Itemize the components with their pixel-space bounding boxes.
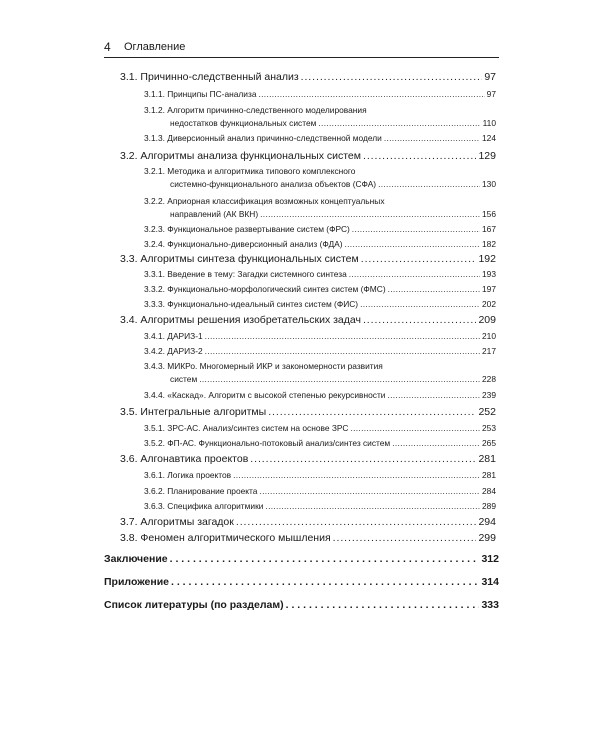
toc-entry-page: 294 xyxy=(478,516,496,528)
toc-entry-title: 3.1.3. Диверсионный анализ причинно-следственной модели xyxy=(144,133,382,143)
toc-leader-dots xyxy=(392,437,480,450)
toc-entry-page: 210 xyxy=(482,331,496,341)
page-number: 4 xyxy=(104,40,111,54)
toc-entry-title-first-line: 3.1.2. Алгоритм причинно-следственного моделирования xyxy=(144,105,367,115)
toc-entry[interactable] xyxy=(144,422,496,435)
toc-leader-dots xyxy=(205,345,480,358)
toc-entry-title: 3.3.2. Функционально-морфологический синтез систем (ФМС) xyxy=(144,284,386,294)
toc-entry-page: 192 xyxy=(478,253,496,265)
toc-leader-dots xyxy=(205,330,480,343)
toc-entry[interactable] xyxy=(144,389,496,402)
toc-entry-title: 3.8. Феномен алгоритмического мышления xyxy=(120,532,331,544)
toc-entry-page: 130 xyxy=(482,179,496,189)
toc-entry-page: 182 xyxy=(482,239,496,249)
toc-leader-dots xyxy=(286,598,480,612)
toc-entry-title: 3.6.1. Логика проектов xyxy=(144,470,232,480)
toc-entry-page: 265 xyxy=(482,438,496,448)
toc-entry[interactable] xyxy=(120,149,496,163)
toc-entry-page: 202 xyxy=(482,299,496,309)
toc-entry-page: 110 xyxy=(482,118,496,128)
toc-leader-dots xyxy=(352,223,480,236)
toc-entry-page: 193 xyxy=(482,269,496,279)
toc-entry-title: 3.4. Алгоритмы решения изобретательских задач xyxy=(120,314,361,326)
toc-entry[interactable] xyxy=(144,485,496,498)
toc-entry[interactable] xyxy=(104,552,499,566)
toc-entry-page: 129 xyxy=(478,150,496,162)
toc-entry[interactable] xyxy=(120,515,496,529)
toc-entry-title: 3.4.1. ДАРИЗ-1 xyxy=(144,331,203,341)
toc-entry-title: Список литературы (по разделам) xyxy=(104,599,284,611)
toc-entry-title-first-line: 3.2.1. Методика и алгоритмика типового комплексного xyxy=(144,166,356,176)
toc-leader-dots xyxy=(345,238,481,251)
toc-entry[interactable] xyxy=(120,531,496,545)
toc-entry[interactable] xyxy=(144,345,496,358)
toc-entry-page: 239 xyxy=(482,390,496,400)
toc-entry[interactable] xyxy=(144,437,496,450)
toc-entry-title: 3.3.1. Введение в тему: Загадки системного синтеза xyxy=(144,269,347,279)
toc-leader-dots xyxy=(387,389,480,402)
toc-leader-dots xyxy=(258,88,484,101)
toc-entry[interactable] xyxy=(120,313,496,327)
toc-entry[interactable] xyxy=(144,88,496,101)
toc-entry[interactable] xyxy=(144,360,496,386)
toc-entry-page: 167 xyxy=(482,224,496,234)
toc-entry[interactable] xyxy=(144,283,496,296)
toc-leader-dots xyxy=(268,405,476,419)
toc-entry-title: 3.6.3. Специфика алгоритмики xyxy=(144,501,264,511)
toc-entry-page: 253 xyxy=(482,423,496,433)
toc-entry-title: 3.1. Причинно-следственный анализ xyxy=(120,71,299,83)
toc-leader-dots xyxy=(333,531,477,545)
toc-entry[interactable] xyxy=(144,223,496,236)
toc-entry-page: 333 xyxy=(481,599,499,611)
toc-entry[interactable] xyxy=(144,165,496,191)
toc-entry[interactable] xyxy=(144,268,496,281)
toc-leader-dots xyxy=(199,373,480,386)
toc-leader-dots xyxy=(361,252,477,266)
toc-leader-dots xyxy=(260,208,480,221)
toc-leader-dots xyxy=(301,70,483,84)
toc-entry[interactable] xyxy=(144,238,496,251)
page-header xyxy=(104,40,499,56)
toc-leader-dots xyxy=(318,117,480,130)
toc-entry[interactable] xyxy=(104,598,499,612)
toc-leader-dots xyxy=(350,422,480,435)
toc-entry-title-first-line: 3.2.2. Априорная классификация возможных концептуальных xyxy=(144,196,385,206)
toc-entry-title: 3.4.2. ДАРИЗ-2 xyxy=(144,346,203,356)
toc-entry-page: 281 xyxy=(482,470,496,480)
toc-leader-dots xyxy=(170,552,480,566)
toc-entry-title: 3.5.1. ЗРС-АС. Анализ/синтез систем на основе ЗРС xyxy=(144,423,349,433)
toc-entry-title: 3.5.2. ФП-АС. Функционально-потоковый анализ/синтез систем xyxy=(144,438,391,448)
toc-entry-page: 284 xyxy=(482,486,496,496)
toc-entry[interactable] xyxy=(104,575,499,589)
toc-entry-title-first-line: 3.4.3. МИКРо. Многомерный ИКР и закономерности развития xyxy=(144,361,383,371)
toc-entry[interactable] xyxy=(144,330,496,343)
toc-entry-page: 97 xyxy=(484,71,496,83)
toc-entry[interactable] xyxy=(120,70,496,84)
toc-entry-title: 3.4.4. «Каскад». Алгоритм с высокой степенью рекурсивности xyxy=(144,390,386,400)
toc-entry-title: Заключение xyxy=(104,553,168,565)
toc-entry-title: недостатков функциональных систем xyxy=(170,118,317,128)
toc-entry-page: 299 xyxy=(478,532,496,544)
toc-entry-page: 156 xyxy=(482,209,496,219)
toc-entry-page: 289 xyxy=(482,501,496,511)
toc-entry-page: 217 xyxy=(482,346,496,356)
toc-leader-dots xyxy=(363,313,477,327)
toc-leader-dots xyxy=(265,500,480,513)
running-title: Оглавление xyxy=(124,41,186,53)
toc-entry[interactable] xyxy=(120,252,496,266)
toc-entry-page: 312 xyxy=(481,553,499,565)
toc-leader-dots xyxy=(171,575,479,589)
toc-leader-dots xyxy=(233,469,480,482)
toc-entry-title: 3.2.4. Функционально-диверсионный анализ (ФДА) xyxy=(144,239,343,249)
toc-entry-page: 228 xyxy=(482,374,496,384)
toc-entry-title: 3.7. Алгоритмы загадок xyxy=(120,516,234,528)
toc-entry-title: 3.5. Интегральные алгоритмы xyxy=(120,406,267,418)
toc-entry[interactable] xyxy=(120,452,496,466)
toc-entry-title: направлений (АК ВКН) xyxy=(170,209,259,219)
toc-entry-title: 3.2.3. Функциональное развертывание систем (ФРС) xyxy=(144,224,350,234)
toc-entry-title: 3.2. Алгоритмы анализа функциональных систем xyxy=(120,150,361,162)
toc-leader-dots xyxy=(363,149,476,163)
toc-entry-title: 3.1.1. Принципы ПС-анализа xyxy=(144,89,257,99)
header-rule xyxy=(104,57,499,58)
toc-entry-title: систем xyxy=(170,374,198,384)
toc-entry-page: 124 xyxy=(482,133,496,143)
toc-entry[interactable] xyxy=(144,195,496,221)
toc-entry[interactable] xyxy=(120,405,496,419)
toc-entry-page: 209 xyxy=(478,314,496,326)
toc-leader-dots xyxy=(349,268,480,281)
toc-leader-dots xyxy=(236,515,477,529)
toc-leader-dots xyxy=(388,283,480,296)
toc-entry[interactable] xyxy=(144,469,496,482)
toc-entry-page: 252 xyxy=(478,406,496,418)
toc-entry-page: 314 xyxy=(481,576,499,588)
toc-entry-page: 281 xyxy=(478,453,496,465)
toc-leader-dots xyxy=(384,132,480,145)
toc-entry-title: системно-функционального анализа объектов (СФА) xyxy=(170,179,377,189)
toc-leader-dots xyxy=(250,452,476,466)
toc-entry[interactable] xyxy=(144,132,496,145)
toc-entry-title: 3.3. Алгоритмы синтеза функциональных систем xyxy=(120,253,359,265)
toc-entry[interactable] xyxy=(144,298,496,311)
toc-entry-title: 3.3.3. Функционально-идеальный синтез систем (ФИС) xyxy=(144,299,359,309)
toc-entry[interactable] xyxy=(144,500,496,513)
toc-entry-page: 197 xyxy=(482,284,496,294)
toc-entry-page: 97 xyxy=(486,89,496,99)
toc-leader-dots xyxy=(378,178,480,191)
toc-entry[interactable] xyxy=(144,104,496,130)
toc-entry-title: 3.6.2. Планирование проекта xyxy=(144,486,258,496)
toc-entry-title: Приложение xyxy=(104,576,170,588)
toc-entry-title: 3.6. Алгонавтика проектов xyxy=(120,453,249,465)
toc-leader-dots xyxy=(259,485,480,498)
toc-leader-dots xyxy=(360,298,480,311)
